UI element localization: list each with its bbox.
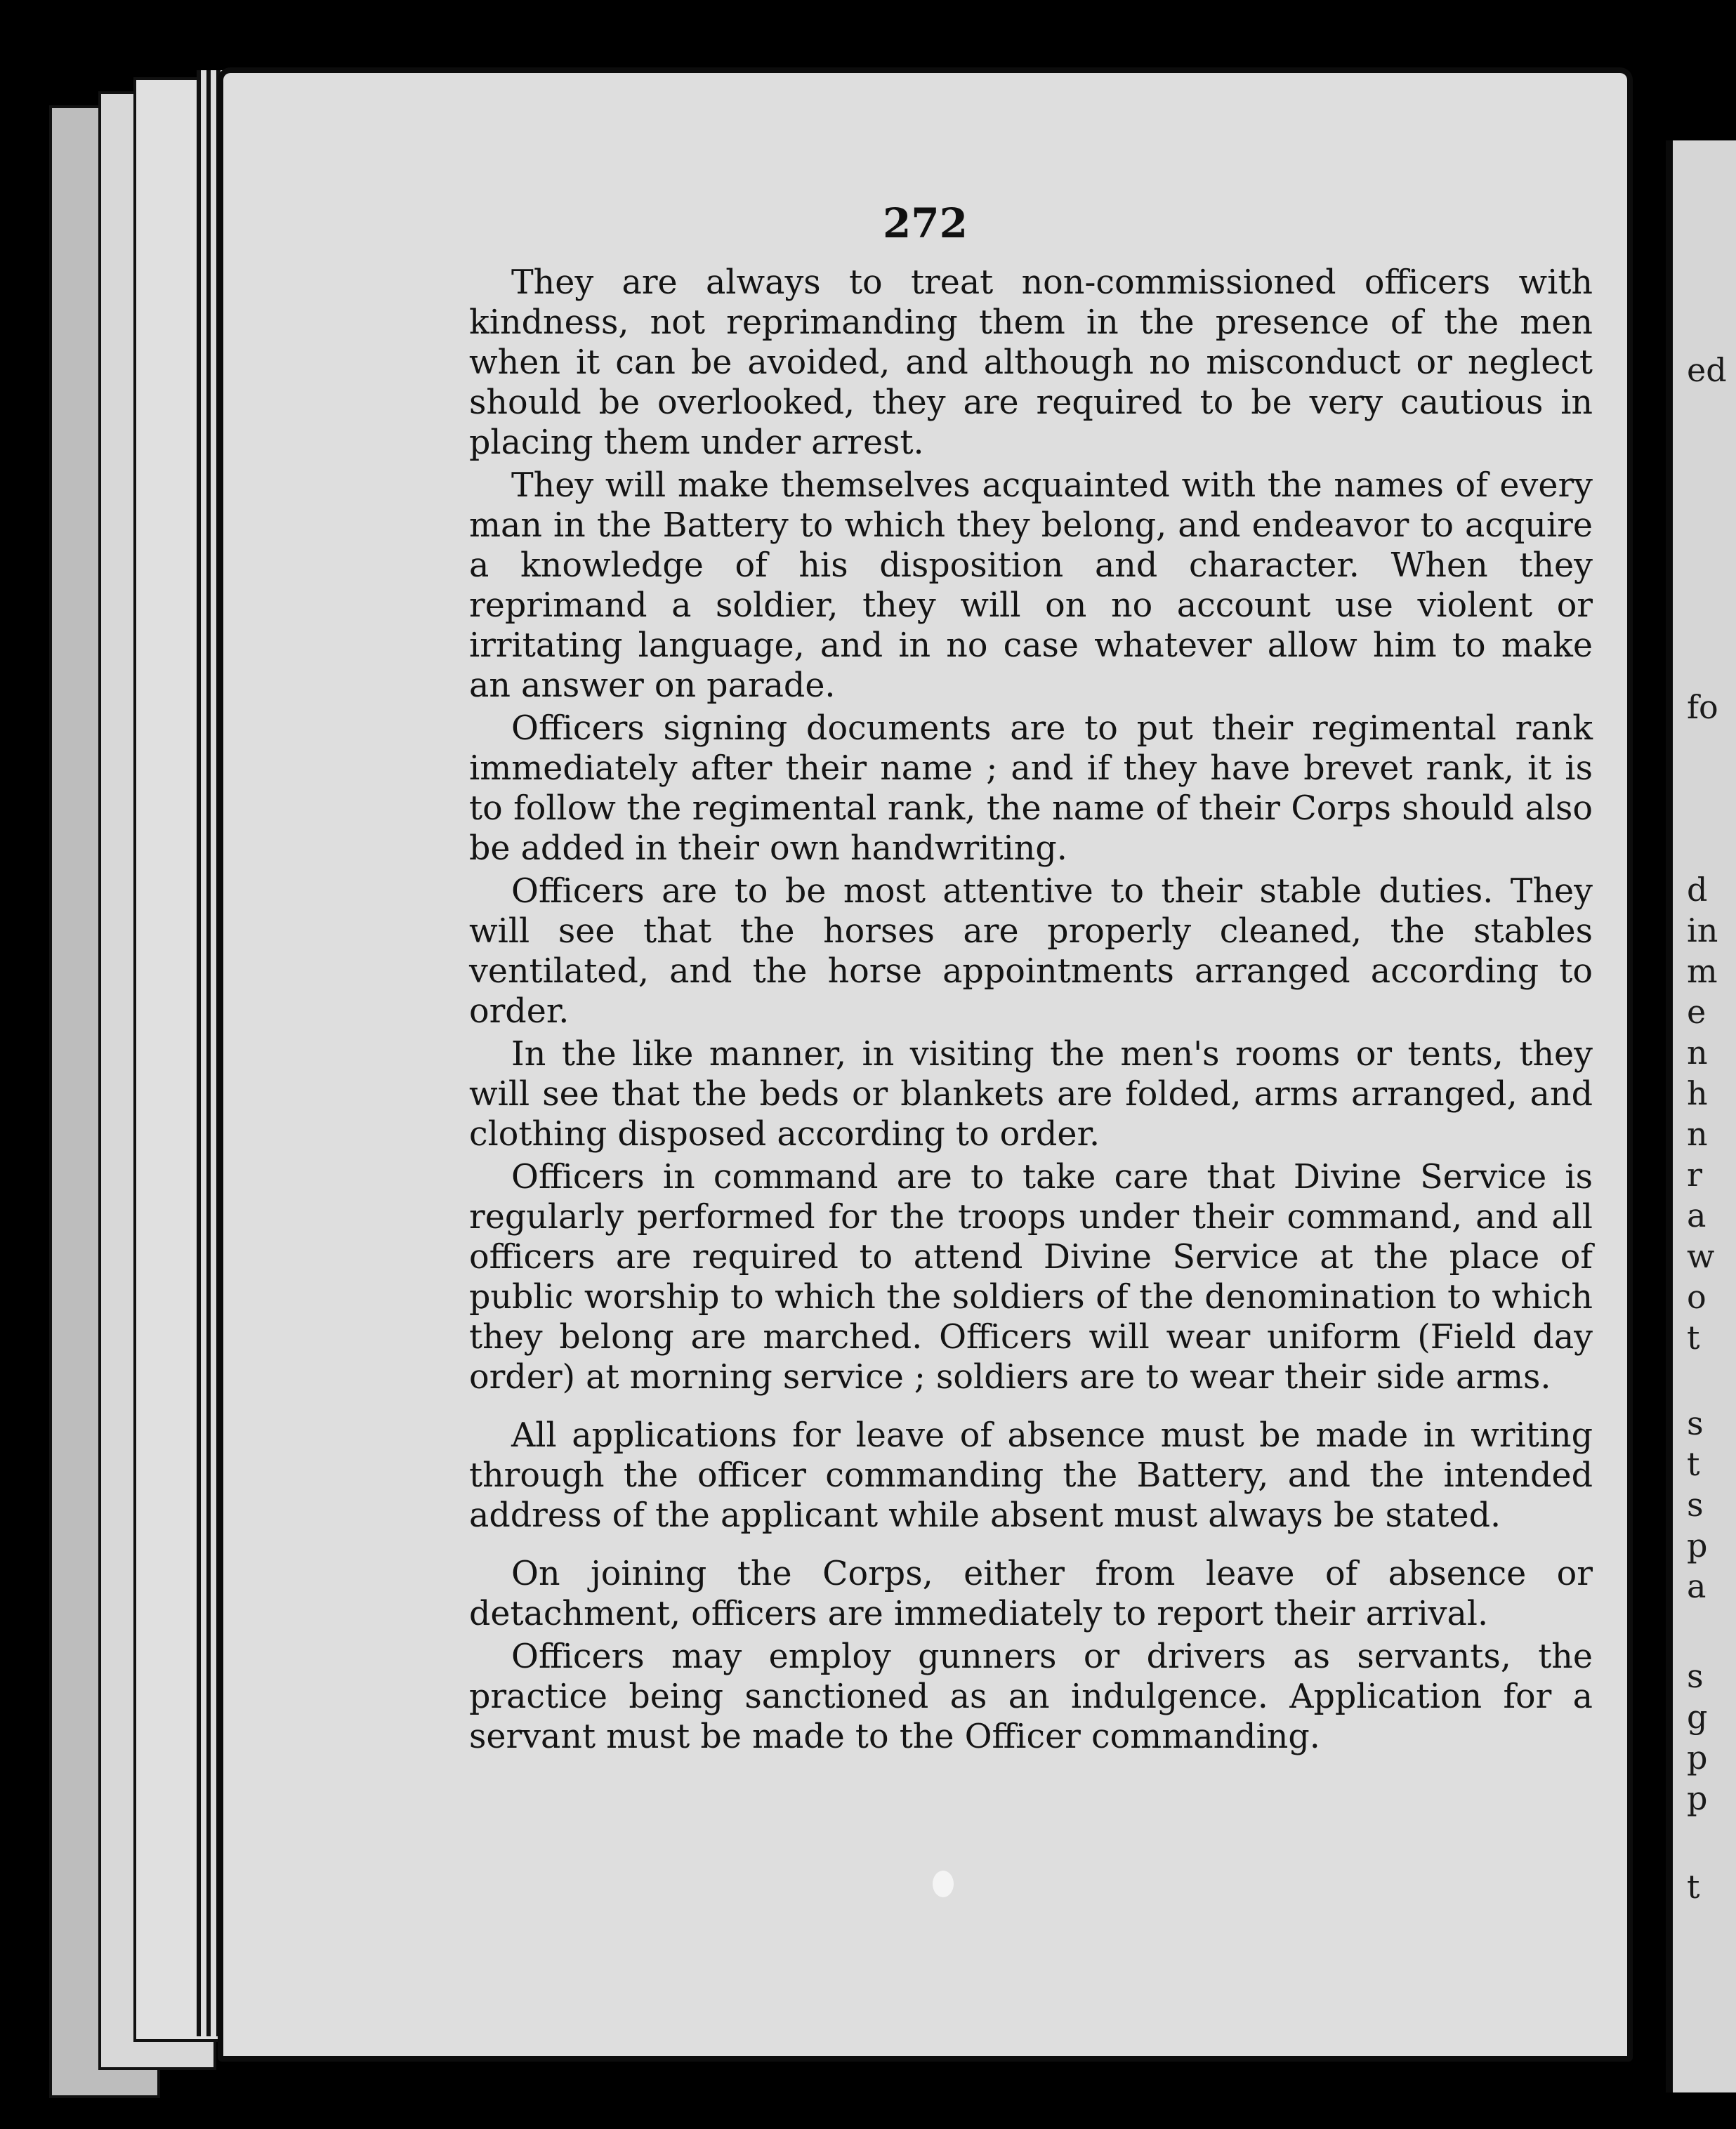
facing-page-fragment: t xyxy=(1687,1445,1700,1483)
paragraph: They are always to treat non-commissioned officers with kindness, not reprimanding them in the presence of the men when it can be avoided, and although no misconduct or neglect should be overlooked, they are required to be very cautious in placing them under arrest. xyxy=(469,263,1593,462)
facing-page-fragment: m xyxy=(1687,952,1718,990)
facing-page-fragment: o xyxy=(1687,1278,1707,1316)
facing-page-fragment: p xyxy=(1687,1779,1708,1817)
facing-page-fragment: w xyxy=(1687,1237,1715,1275)
facing-page-fragment: a xyxy=(1687,1197,1707,1234)
paragraph: Officers signing documents are to put their regimental rank immediately after their name ; and if they have brevet rank, it is to follow the regimental rank, the name of their Corps should also be added in their own handwriting. xyxy=(469,709,1593,868)
facing-page-fragment: n xyxy=(1687,1115,1708,1153)
paragraph: All applications for leave of absence must be made in writing through the officer commanding the Battery, and the intended address of the applicant while absent must always be stated. xyxy=(469,1416,1593,1535)
paragraph: In the like manner, in visiting the men's rooms or tents, they will see that the beds or blankets are folded, arms arranged, and clothing disposed according to order. xyxy=(469,1035,1593,1154)
paragraph: Officers in command are to take care that Divine Service is regularly performed for the troops under their command, and all officers are required to attend Divine Service at the place of public worship to which the soldiers of the denomination to which they belong are marched. Officers will wear uniform (Field day order) at morning service ; soldiers are to wear their side arms. xyxy=(469,1158,1593,1397)
paragraph: Officers are to be most attentive to their stable duties. They will see that the horses are properly cleaned, the stables ventilated, and the horse appointments arranged according to order. xyxy=(469,872,1593,1031)
facing-page-edge xyxy=(1666,140,1736,2092)
paragraph: On joining the Corps, either from leave of absence or detachment, officers are immediately to report their arrival. xyxy=(469,1555,1593,1633)
facing-page-fragment: e xyxy=(1687,993,1707,1031)
page-body xyxy=(469,263,1593,1760)
paper-speck xyxy=(933,1871,954,1897)
facing-page-fragment: p xyxy=(1687,1739,1708,1777)
facing-page-fragment: s xyxy=(1687,1486,1704,1524)
facing-page-fragment: r xyxy=(1687,1156,1702,1194)
facing-page-fragment: n xyxy=(1687,1034,1708,1072)
facing-page-fragment: p xyxy=(1687,1527,1708,1564)
facing-page-fragment: t xyxy=(1687,1868,1700,1906)
page-number: 272 xyxy=(882,199,968,247)
facing-page-fragment: g xyxy=(1687,1698,1708,1736)
facing-page-fragment: s xyxy=(1687,1657,1704,1695)
facing-page-fragment: s xyxy=(1687,1404,1704,1442)
facing-page-fragment: d xyxy=(1687,871,1708,909)
facing-page-fragment: in xyxy=(1687,911,1718,949)
facing-page-fragment: a xyxy=(1687,1567,1707,1605)
facing-page-fragment: ed xyxy=(1687,351,1727,389)
facing-page-fragment: fo xyxy=(1687,688,1718,726)
facing-page-fragment: h xyxy=(1687,1074,1708,1112)
paragraph: They will make themselves acquainted with the names of every man in the Battery to which they belong, and endeavor to acquire a knowledge of his disposition and character. When they reprimand a soldier, they will on no account use violent or irritating language, and in no case whatever allow him to make an answer on parade. xyxy=(469,466,1593,705)
facing-page-fragment: t xyxy=(1687,1319,1700,1357)
book-page xyxy=(218,67,1633,2062)
paragraph: Officers may employ gunners or drivers as servants, the practice being sanctioned as an indulgence. Application for a servant must be made to the Officer commanding. xyxy=(469,1637,1593,1756)
